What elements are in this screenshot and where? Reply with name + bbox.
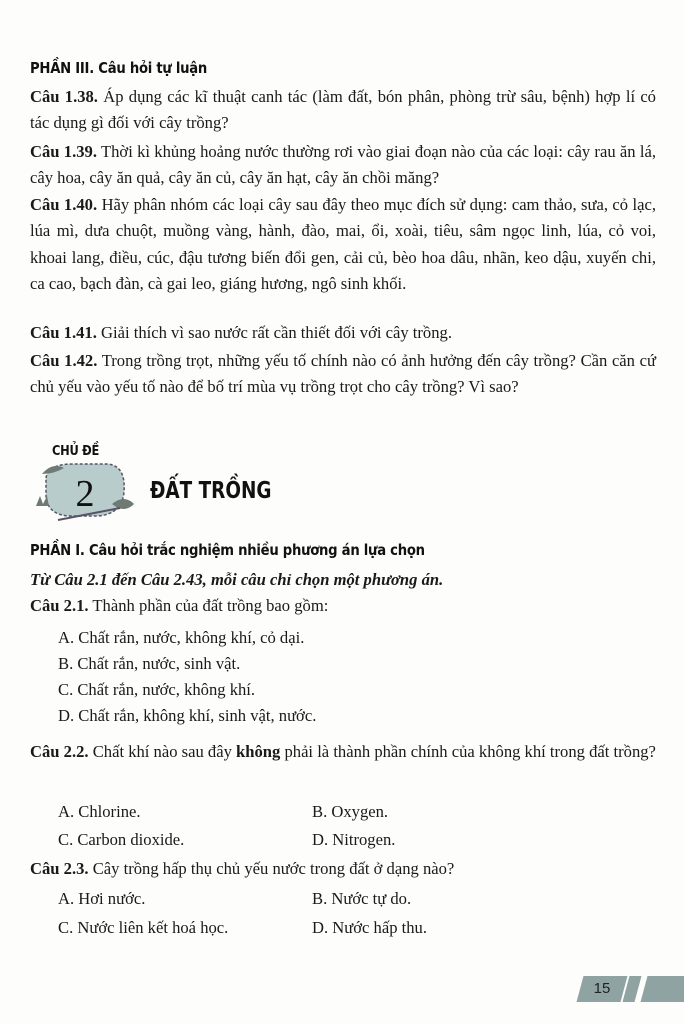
- question-text: Hãy phân nhóm các loại cây sau đây theo mục đích sử dụng: cam thảo, sưa, cỏ lạc, lúa mì, dưa chuột, muồng vàng, hành, đào, mai, ổi, xoài, tiêu, sâm ngọc linh, lúa, cỏ voi, khoai lang, điều, cúc, đậu tương biến đổi gen, cải củ, bèo hoa dâu, nhãn, keo dậu, xuyến chi, ca cao, bạch đàn, cà gai leo, giáng hương, ngô sinh khối.: [30, 195, 656, 294]
- topic-label: CHỦ ĐỀ: [52, 444, 100, 459]
- page-number: 15: [593, 980, 611, 997]
- question-number: Câu 1.41.: [30, 323, 97, 342]
- option-b: B. Oxygen.: [312, 802, 389, 821]
- part1-heading: PHẦN I. Câu hỏi trắc nghiệm nhiều phương án lựa chọn: [30, 541, 425, 559]
- question-number: Câu 2.3.: [30, 859, 89, 878]
- instruction: Từ Câu 2.1 đến Câu 2.43, mỗi câu chỉ chọn một phương án.: [30, 570, 444, 589]
- option-d: D. Nitrogen.: [312, 830, 396, 849]
- question-2-2: [30, 739, 656, 765]
- option-c: C. Nước liên kết hoá học.: [58, 918, 229, 937]
- question-number: Câu 1.42.: [30, 351, 98, 370]
- option-c: C. Carbon dioxide.: [58, 830, 185, 849]
- question-1-41: [30, 320, 656, 346]
- question-text: Trong trồng trọt, những yếu tố chính nào có ảnh hưởng đến cây trồng? Cần căn cứ chủ yếu vào yếu tố nào để bố trí mùa vụ trồng trọt cho cây trồng? Vì sao?: [30, 351, 656, 397]
- question-number: Câu 1.38.: [30, 87, 98, 106]
- topic-title: ĐẤT TRỒNG: [150, 478, 272, 504]
- part3-heading: PHẦN III. Câu hỏi tự luận: [30, 59, 208, 77]
- question-number: Câu 1.40.: [30, 195, 98, 214]
- question-2-1: [30, 593, 656, 619]
- option-d: D. Chất rắn, không khí, sinh vật, nước.: [58, 706, 317, 725]
- option-b: B. Chất rắn, nước, sinh vật.: [58, 654, 241, 673]
- question-text: Thành phần của đất trồng bao gồm:: [92, 596, 329, 615]
- question-text: phải là thành phần chính của không khí trong đất trồng?: [280, 742, 656, 761]
- question-2-3: [30, 856, 656, 882]
- option-a: A. Hơi nước.: [58, 889, 146, 908]
- option-a: A. Chlorine.: [58, 802, 141, 821]
- option-b: B. Nước tự do.: [312, 889, 412, 908]
- option-d: D. Nước hấp thu.: [312, 918, 428, 937]
- topic-badge-icon: [28, 448, 138, 528]
- question-text: Chất khí nào sau đây: [92, 742, 237, 761]
- topic-number: 2: [75, 473, 95, 515]
- page-number-tab: [577, 976, 628, 1002]
- question-1-40: [30, 192, 656, 298]
- decor-bar: [641, 976, 684, 1002]
- option-a: A. Chất rắn, nước, không khí, cỏ dại.: [58, 628, 305, 647]
- question-1-42: [30, 348, 656, 401]
- option-c: C. Chất rắn, nước, không khí.: [58, 680, 256, 699]
- question-text: Giải thích vì sao nước rất cần thiết đối với cây trồng.: [101, 323, 452, 342]
- question-number: Câu 2.2.: [30, 742, 89, 761]
- question-number: Câu 1.39.: [30, 142, 97, 161]
- emphasis: không: [236, 742, 281, 761]
- question-text: Áp dụng các kĩ thuật canh tác (làm đất, bón phân, phòng trừ sâu, bệnh) hợp lí có tác dụng gì đối với cây trồng?: [30, 87, 656, 133]
- question-text: Cây trồng hấp thụ chủ yếu nước trong đất ở dạng nào?: [92, 859, 455, 878]
- question-text: Thời kì khủng hoảng nước thường rơi vào giai đoạn nào của các loại: cây rau ăn lá, cây hoa, cây ăn quả, cây ăn củ, cây ăn hạt, cây ăn chồi măng?: [30, 142, 656, 188]
- question-1-39: [30, 139, 656, 192]
- question-1-38: [30, 84, 656, 137]
- question-number: Câu 2.1.: [30, 596, 89, 615]
